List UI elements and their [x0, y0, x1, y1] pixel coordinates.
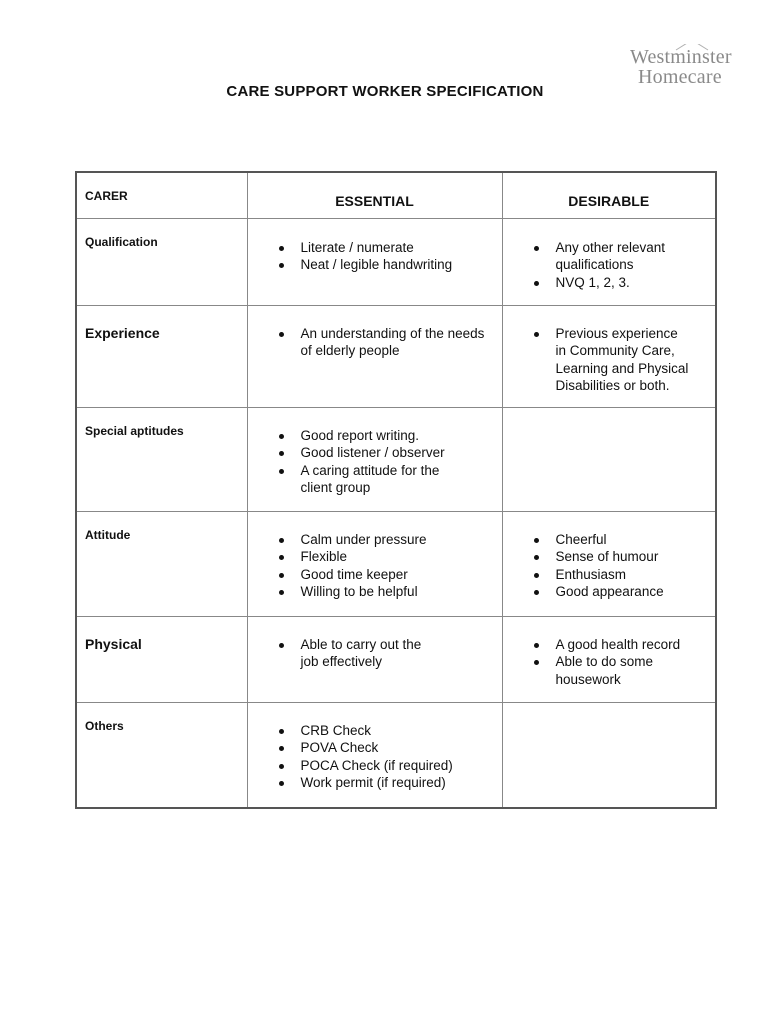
list-item: Good appearance	[503, 583, 716, 601]
row-label-cell	[76, 305, 247, 407]
list-item: Enthusiasm	[503, 566, 716, 584]
table-row	[76, 305, 716, 407]
list-item: Literate / numerate	[248, 239, 502, 257]
list-item: CRB Check	[248, 722, 502, 740]
list-item: POCA Check (if required)	[248, 757, 502, 775]
bullet-icon	[279, 451, 284, 456]
bullet-icon	[534, 538, 539, 543]
row-label-cell	[76, 616, 247, 702]
bullet-icon	[534, 643, 539, 648]
row-label-cell	[76, 702, 247, 808]
bullet-icon	[279, 555, 284, 560]
desirable-header: DESIRABLE	[568, 193, 650, 209]
row-label: Qualification	[85, 234, 158, 249]
bullet-icon	[279, 332, 284, 337]
desirable-cell	[502, 218, 716, 305]
list-item: A caring attitude for the client group	[248, 462, 502, 497]
bullet-icon	[534, 246, 539, 251]
header-row	[76, 172, 716, 218]
bullet-icon	[279, 590, 284, 595]
table-row	[76, 218, 716, 305]
corner-label: CARER	[85, 189, 128, 203]
bullet-icon	[279, 573, 284, 578]
essential-header: ESSENTIAL	[335, 193, 414, 209]
list-item: Cheerful	[503, 531, 716, 549]
essential-cell	[247, 407, 502, 511]
list-item: Good report writing.	[248, 427, 502, 445]
desirable-cell	[502, 305, 716, 407]
desirable-header-cell	[502, 172, 716, 218]
list-item: An understanding of the needs of elderly people	[248, 325, 502, 360]
bullet-icon	[279, 729, 284, 734]
desirable-cell	[502, 616, 716, 702]
bullet-icon	[279, 781, 284, 786]
list-item: Work permit (if required)	[248, 774, 502, 792]
list-item: Previous experience in Community Care, Learning and Physical Disabilities or both.	[503, 325, 716, 395]
list-item: Sense of humour	[503, 548, 716, 566]
row-label: Physical	[85, 635, 142, 652]
essential-header-cell	[247, 172, 502, 218]
row-label-cell	[76, 511, 247, 616]
bullet-icon	[279, 746, 284, 751]
table-row	[76, 702, 716, 808]
list-item: Neat / legible handwriting	[248, 256, 502, 274]
desirable-cell	[502, 511, 716, 616]
row-label: Special aptitudes	[85, 423, 184, 438]
bullet-icon	[279, 469, 284, 474]
desirable-cell	[502, 702, 716, 808]
row-label-cell	[76, 218, 247, 305]
list-item: Good time keeper	[248, 566, 502, 584]
specification-table	[75, 171, 717, 809]
row-label: Experience	[85, 324, 160, 341]
bullet-icon	[279, 263, 284, 268]
bullet-icon	[534, 332, 539, 337]
list-item: Flexible	[248, 548, 502, 566]
table-row	[76, 407, 716, 511]
bullet-icon	[534, 573, 539, 578]
bullet-icon	[279, 764, 284, 769]
logo-text-line2: Homecare	[638, 66, 722, 88]
bullet-icon	[279, 538, 284, 543]
logo-text-line1: Westminster	[630, 46, 732, 68]
row-label-cell	[76, 407, 247, 511]
row-label: Others	[85, 718, 124, 733]
essential-cell	[247, 511, 502, 616]
essential-cell	[247, 616, 502, 702]
list-item: Able to do some housework	[503, 653, 716, 688]
bullet-icon	[279, 434, 284, 439]
list-item: Calm under pressure	[248, 531, 502, 549]
document-title: CARE SUPPORT WORKER SPECIFICATION	[226, 83, 544, 100]
bullet-icon	[534, 555, 539, 560]
row-label: Attitude	[85, 527, 131, 542]
list-item: Able to carry out the job effectively	[248, 636, 502, 671]
table-row	[76, 616, 716, 702]
bullet-icon	[534, 660, 539, 665]
list-item: Willing to be helpful	[248, 583, 502, 601]
bullet-icon	[534, 590, 539, 595]
list-item: Good listener / observer	[248, 444, 502, 462]
bullet-icon	[534, 281, 539, 286]
list-item: A good health record	[503, 636, 716, 654]
list-item: NVQ 1, 2, 3.	[503, 274, 716, 292]
list-item: POVA Check	[248, 739, 502, 757]
list-item: Any other relevant qualifications	[503, 239, 716, 274]
corner-cell	[76, 172, 247, 218]
essential-cell	[247, 218, 502, 305]
bullet-icon	[279, 643, 284, 648]
desirable-cell	[502, 407, 716, 511]
table-row	[76, 511, 716, 616]
essential-cell	[247, 702, 502, 808]
bullet-icon	[279, 246, 284, 251]
essential-cell	[247, 305, 502, 407]
